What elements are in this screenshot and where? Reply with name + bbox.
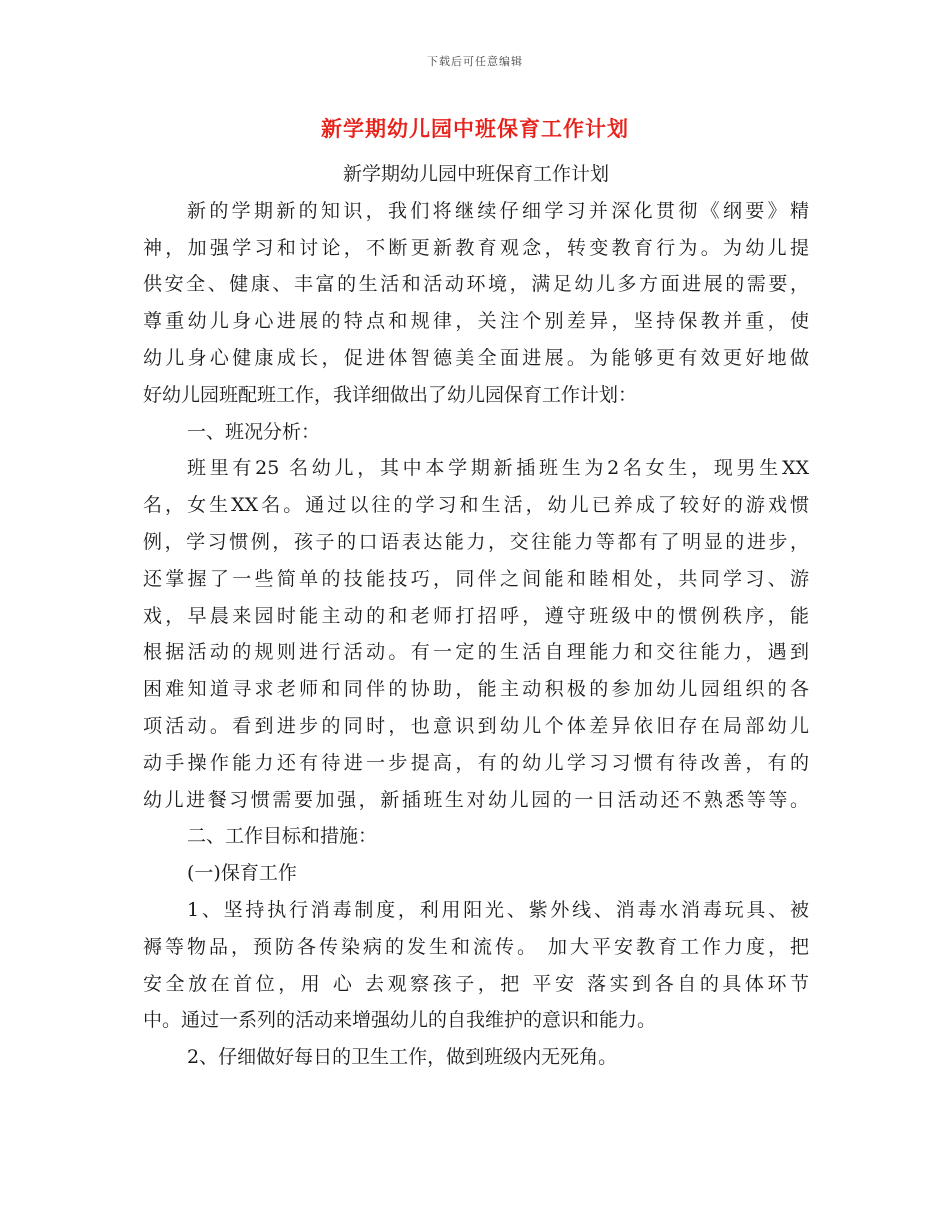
text-line: 困难知道寻求老师和同伴的协助，能主动积极的参加幼儿园组织的各 [143,678,809,701]
text-line: 二、工作目标和措施： [187,825,378,848]
text-line: 幼儿身心健康成长，促进体智德美全面进展。为能够更有效更好地做 [143,346,809,369]
text-line: 好幼儿园班配班工作，我详细做出了幼儿园保育工作计划： [143,383,638,406]
document-body [143,156,809,1076]
text-line: 安全放在首位，用 心 去观察孩子，把 平安 落实到各自的具体环节 [143,972,809,995]
paragraph-lines [143,193,809,1076]
text-line: 神，加强学习和讨论，不断更新教育观念，转变教育行为。为幼儿提 [143,236,809,259]
text-line: 尊重幼儿身心进展的特点和规律，关注个别差异，坚持保教并重，使 [143,310,809,333]
text-line: 供安全、健康、丰富的生活和活动环境，满足幼儿多方面进展的需要， [143,273,809,296]
text-line: 班里有25 名幼儿，其中本学期新插班生为2名女生，现男生XX [187,457,809,480]
text-line: 中。通过一系列的活动来增强幼儿的自我维护的意识和能力。 [143,1009,657,1032]
text-line: 幼儿进餐习惯需要加强，新插班生对幼儿园的一日活动还不熟悉等等。 [143,788,809,811]
text-line: 褥等物品，预防各传染病的发生和流传。 加大平安教育工作力度，把 [143,935,809,958]
text-line: 根据活动的规则进行活动。有一定的生活自理能力和交往能力，遇到 [143,641,809,664]
text-line: (一)保育工作 [187,862,297,885]
text-line: 还掌握了一些简单的技能技巧，同伴之间能和睦相处，共同学习、游 [143,567,809,590]
text-line: 戏，早晨来园时能主动的和老师打招呼，遵守班级中的惯例秩序，能 [143,604,809,627]
text-line: 2、仔细做好每日的卫生工作，做到班级内无死角。 [187,1046,618,1069]
text-line: 例，学习惯例，孩子的口语表达能力，交往能力等都有了明显的进步， [143,530,809,553]
header-note: 下载后可任意编辑 [427,55,523,68]
text-line: 一、班况分析： [187,420,321,443]
text-line: 项活动。看到进步的同时，也意识到幼儿个体差异依旧存在局部幼儿 [143,714,809,737]
text-line: 新的学期新的知识，我们将继续仔细学习并深化贯彻《纲要》精 [187,199,809,222]
text-line: 动手操作能力还有待进一步提高，有的幼儿学习习惯有待改善，有的 [143,751,809,774]
text-line: 名，女生XX名。通过以往的学习和生活，幼儿已养成了较好的游戏惯 [143,494,809,517]
text-line: 1、坚持执行消毒制度，利用阳光、紫外线、消毒水消毒玩具、被 [187,898,809,921]
document-subtitle: 新学期幼儿园中班保育工作计划 [342,163,609,185]
document-title: 新学期幼儿园中班保育工作计划 [321,117,629,141]
